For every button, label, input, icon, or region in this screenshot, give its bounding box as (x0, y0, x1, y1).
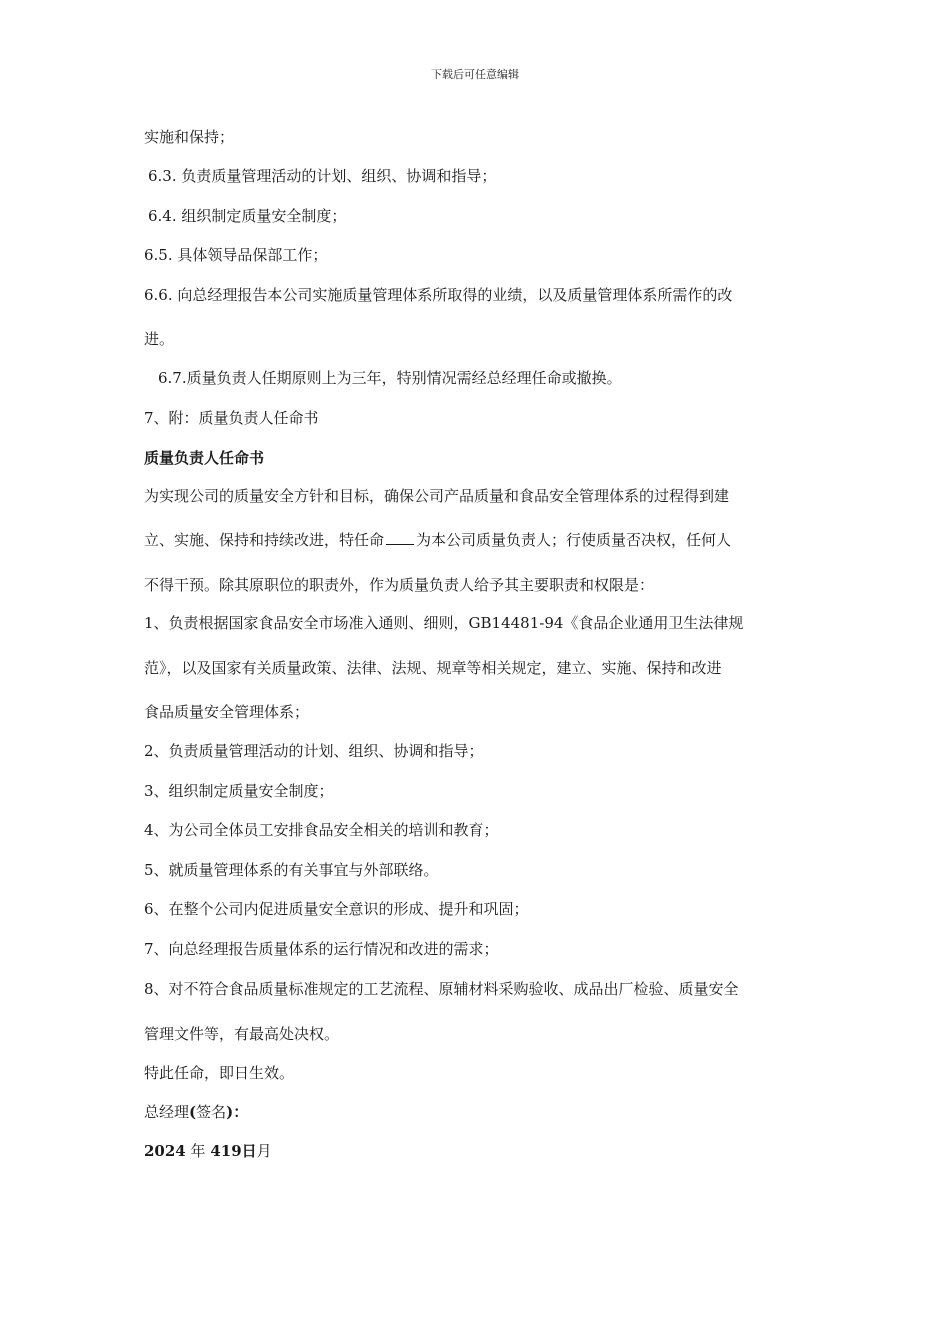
clause-6-6: 6.6. 向总经理报告本公司实施质量管理体系所取得的业绩，以及质量管理体系所需作的改 (144, 286, 733, 304)
date-line (144, 1141, 272, 1161)
duty-5: 5、就质量管理体系的有关事宜与外部联络。 (144, 861, 439, 879)
duty-7: 7、向总经理报告质量体系的运行情况和改进的需求； (144, 940, 499, 958)
signature-paren-close: )： (226, 1103, 249, 1121)
appointment-intro-line-3: 不得干预。除其原职位的职责外，作为质量负责人给予其主要职责和权限是： (144, 576, 655, 594)
clause-6-7: 6.7.质量负责人任期原则上为三年，特别情况需经总经理任命或撤换。 (158, 369, 622, 387)
duty-4: 4、为公司全体员工安排食品安全相关的培训和教育； (144, 821, 499, 839)
duty-1-line-3: 食品质量安全管理体系； (144, 703, 310, 721)
clause-6-5: 6.5. 具体领导品保部工作； (144, 246, 328, 264)
signature-paren-open: ( (189, 1103, 197, 1121)
date-day: 419 (210, 1142, 242, 1160)
intro-text-before-blank: 立、实施、保持和持续改进，特任命 (144, 531, 385, 549)
duty-6: 6、在整个公司内促进质量安全意识的形成、提升和巩固； (144, 900, 529, 918)
duty-3: 3、组织制定质量安全制度； (144, 782, 334, 800)
appointment-title: 质量负责人任命书 (144, 449, 265, 467)
clause-6-6-continued: 进。 (144, 330, 175, 348)
signature-line (144, 1102, 248, 1122)
appointment-intro-line-2 (144, 530, 731, 550)
appointment-intro-line-1: 为实现公司的质量安全方针和目标，确保公司产品质量和食品安全管理体系的过程得到建 (144, 487, 730, 505)
date-month-unit: 月 (256, 1142, 272, 1160)
effective-statement: 特此任命，即日生效。 (144, 1064, 295, 1082)
signature-label: 签名 (196, 1103, 227, 1121)
clause-6-4: 6.4. 组织制定质量安全制度； (148, 207, 347, 225)
duty-2: 2、负责质量管理活动的计划、组织、协调和指导； (144, 742, 484, 760)
signature-role: 总经理 (144, 1103, 190, 1121)
date-year-unit: 年 (190, 1142, 206, 1160)
appointee-name-blank (386, 530, 414, 545)
paragraph-line: 实施和保持； (144, 128, 235, 146)
clause-6-3: 6.3. 负责质量管理活动的计划、组织、协调和指导； (148, 167, 497, 185)
duty-1-line-2: 范》，以及国家有关质量政策、法律、法规、规章等相关规定，建立、实施、保持和改进 (144, 659, 722, 677)
duty-8-line-2: 管理文件等，有最高处决权。 (144, 1025, 340, 1043)
duty-8-line-1: 8、对不符合食品质量标准规定的工艺流程、原辅材料采购验收、成品出厂检验、质量安全 (144, 980, 739, 998)
duty-1-line-1: 1、负责根据国家食品安全市场准入通则、细则，GB14481-94《食品企业通用卫生法律规 (144, 614, 744, 632)
date-year: 2024 (144, 1142, 186, 1160)
page-header: 下载后可任意编辑 (431, 68, 519, 81)
clause-7-attachment: 7、附：质量负责人任命书 (144, 409, 319, 427)
date-day-unit: 日 (241, 1142, 257, 1160)
intro-text-after-blank: 为本公司质量负责人；行使质量否决权，任何人 (416, 531, 732, 549)
